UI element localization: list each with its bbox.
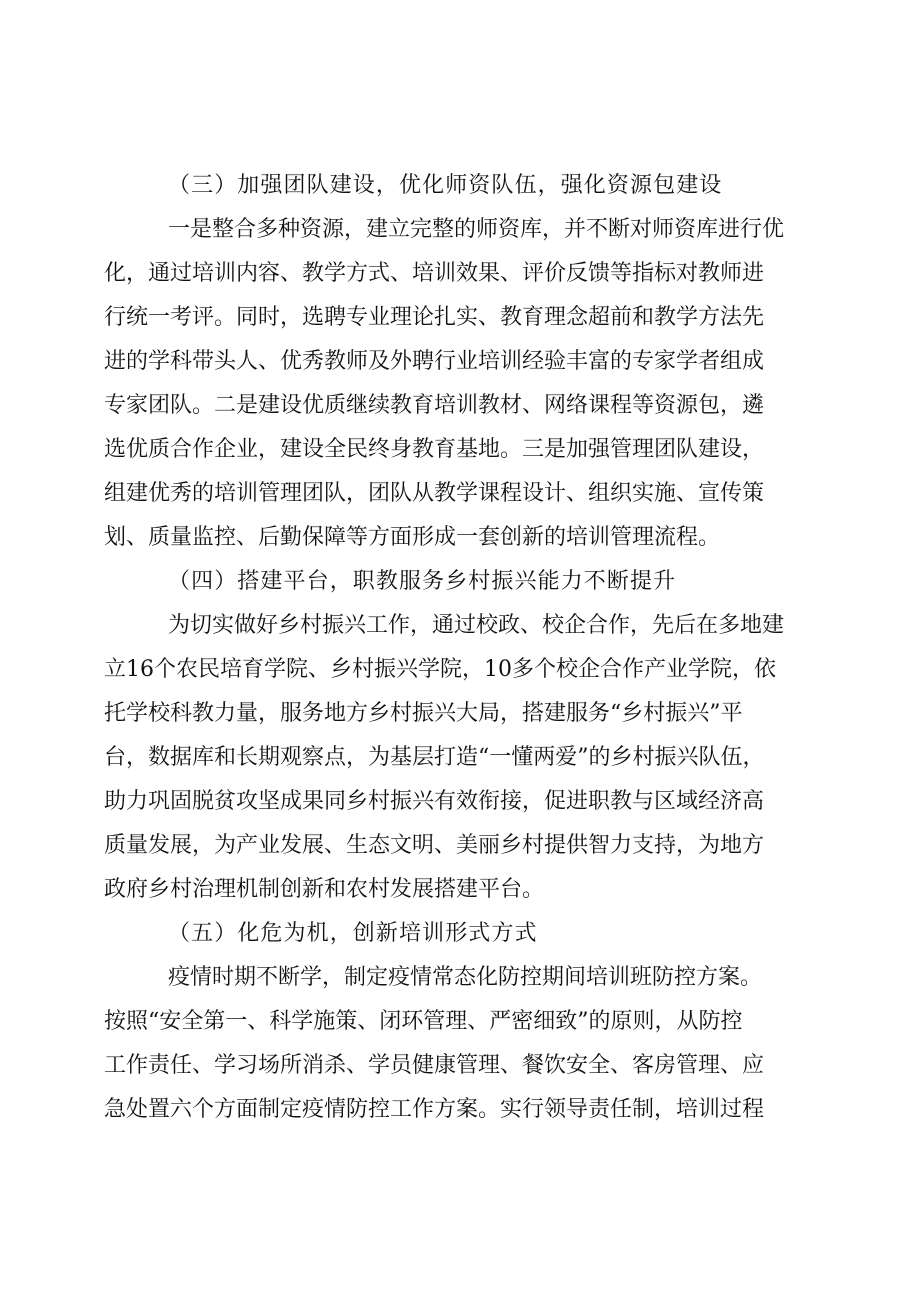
paragraph-line [0,877,920,903]
paragraph-line [0,305,920,331]
paragraph-line [0,393,920,419]
line-text: 疫情时期不断学，制定疫情常态化防控期间培训班防控方案。 [168,965,763,990]
paragraph-line [0,701,920,727]
line-text: （四）搭建平台，职教服务乡村振兴能力不断提升 [168,569,677,594]
paragraph-line [0,789,920,815]
line-text: 托学校科教力量，服务地方乡村振兴大局，搭建服务“乡村振兴”平 [104,701,743,726]
paragraph-line [0,437,920,463]
paragraph-line [0,833,920,859]
line-text: （三）加强团队建设，优化师资队伍，强化资源包建设 [168,173,723,198]
line-text: 立16个农民培育学院、乡村振兴学院，10多个校企合作产业学院，依 [104,657,776,682]
line-text: 行统一考评。同时，选聘专业理论扎实、教育理念超前和教学方法先 [104,305,765,330]
line-text: 选优质合作企业，建设全民终身教育基地。三是加强管理团队建设， [104,437,765,462]
line-text: 划、质量监控、后勤保障等方面形成一套创新的培训管理流程。 [104,525,721,550]
line-text: 质量发展，为产业发展、生态文明、美丽乡村提供智力支持，为地方 [104,833,765,858]
paragraph-line [0,261,920,287]
paragraph-line [0,1053,920,1079]
paragraph-line [0,481,920,507]
line-text: 专家团队。二是建设优质继续教育培训教材、网络课程等资源包，遴 [104,393,765,418]
line-text: 一是整合多种资源，建立完整的师资库，并不断对师资库进行优 [168,217,785,242]
section-heading-5 [0,921,920,947]
line-text: 进的学科带头人、优秀教师及外聘行业培训经验丰富的专家学者组成 [104,349,765,374]
line-text: 台，数据库和长期观察点，为基层打造“一懂两爱”的乡村振兴队伍， [104,745,765,770]
section-heading-3 [0,173,920,199]
line-text: 组建优秀的培训管理团队，团队从教学课程设计、组织实施、宣传策 [104,481,765,506]
line-text: 化，通过培训内容、教学方式、培训效果、评价反馈等指标对教师进 [104,261,765,286]
line-text: 政府乡村治理机制创新和农村发展搭建平台。 [104,877,545,902]
paragraph-line [0,217,920,243]
line-text: 急处置六个方面制定疫情防控工作方案。实行领导责任制，培训过程 [104,1097,765,1122]
paragraph-line [0,1009,920,1035]
paragraph-line [0,745,920,771]
section-heading-4 [0,569,920,595]
line-text: （五）化危为机，创新培训形式方式 [168,921,538,946]
line-text: 助力巩固脱贫攻坚成果同乡村振兴有效衔接，促进职教与区域经济高 [104,789,765,814]
paragraph-line [0,1097,920,1123]
paragraph-line [0,657,920,683]
paragraph-line [0,525,920,551]
line-text: 工作责任、学习场所消杀、学员健康管理、餐饮安全、客房管理、应 [104,1053,765,1078]
paragraph-line [0,349,920,375]
paragraph-line [0,613,920,639]
line-text: 为切实做好乡村振兴工作，通过校政、校企合作，先后在多地建 [168,613,785,638]
paragraph-line [0,965,920,991]
line-text: 按照“安全第一、科学施策、闭环管理、严密细致”的原则，从防控 [104,1009,743,1034]
